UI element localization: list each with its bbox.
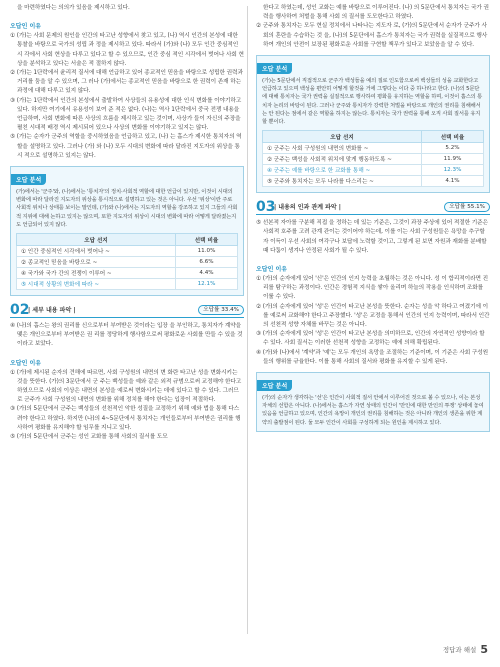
explanation-item: ① (가)는 사회 문제의 원인을 인간의 타고난 성향에서 찾고 있고, (나) 역시 인간의 본성에 대한 통찰을 바탕으로 국가의 성립 과 정을 제시하고 있다. 따라서 (가)와 (나) 모두 인간 중심적인 시 각에서 사회 현상을 다루고 있다고 할 수 있으므로, 인간 중심 적인 시각에서 벗어나 사회 현상을 분석하고 있다는 서술은 적 절하지 않다.: [10, 33, 244, 67]
question-header: [10, 302, 244, 318]
rate-cell: 12.1%: [176, 279, 238, 290]
table-row: [263, 154, 484, 165]
question-number: 03: [256, 198, 276, 215]
rate-cell: 11.0%: [176, 246, 238, 257]
wrong-reason-label: 오답인 이유: [10, 23, 42, 31]
table-row: [263, 143, 484, 154]
left-column: [10, 4, 244, 442]
footer-label: 정답과 해설: [442, 646, 477, 654]
table-row: [263, 176, 484, 187]
explanation-item: ① (가)에 제시된 순자의 견해에 따르면, 사회 구성원의 내면의 변 화란 타고난 성을 변화시키는 것을 뜻한다. (가)의 3문단에서 군 주는 백성들을 예와 같은 외적 규범으로써 교정해야 한다고 하였으므로 사회의 이상은 내면의 본성을 예로써 변화시키는 데에 있다고 할 수 있다. 그러므로 군주가 사회 구성원의 내면의 변화를 위해 정치를 해야 한다는 입장이 적절하다.: [10, 369, 242, 404]
box-title: 오답 분석: [257, 63, 292, 74]
box-body: (가)에서는 '군주'와, (나)에서는 '통치자'의 정치·사회적 역할에 대한 언급이 있지만, 이것이 시대의 변화에 따라 달라진 지도자의 위상을 통시적으로 설명하고 있는 것은 아니다. 우선 '위상'이란 주로 사회적 위치나 상태를 보이는 말인데, (가)와 (나)에서는 지도자의 역할을 강조하고 있지 그들의 사회적 지위에 대해 논하고 있지는 않으며, 또한 지도자의 위상이 시대의 변화에 따라 어떻게 달라졌는지도 언급되어 있지 않다.: [16, 189, 238, 228]
table-row: [17, 268, 238, 279]
box-title: 오답 분석: [257, 380, 292, 391]
choice-rate-table: [16, 233, 238, 290]
right-intro: 한다고 하였는데, 성인 교화는 예를 바탕으로 이루어진다. (나) 의 5문단에서 통치자는 국가 권력을 행사하여 처벌을 통해 사회 의 질서를 도모한다고 하였다.: [263, 5, 489, 21]
wrong-rate-badge: 오답률 33.4%: [198, 305, 244, 315]
question-title: | 내용의 인과 관계 파악 |: [274, 204, 341, 212]
explanation-item: ③ (가)의 순자에게 있어 '성'은 인간이 타고난 본성을 의미하므로, 인간의 자연적인 성향이라 할 수 있다. 사회 질서는 이러한 선천적 성향을 교정하는 예에 의해 확립된다.: [256, 331, 485, 347]
table-row: [17, 246, 238, 257]
explanation-item: ① (가)의 순자에게 있어 '신'은 인간의 인지 능력을 초월하는 것은 아니다. 성 이 합리적이라면 진리를 탐구하는 과정이다. 인간은 경험적 지식을 쌓아 올리며 하늘의 작용을 인식하며 조화를 이룰 수 있다.: [256, 276, 488, 301]
table-header: 선택 비율: [422, 131, 484, 143]
explanation-item: ② (가)의 순자에게 있어 '성'은 인간이 타고난 본성을 뜻한다. 순자는 성을 악 하다고 여겼기에 이를 예로써 교화해야 한다고 주장했다. '성'은 교정을 통해서 인간의 인지 능력이며, 따라서 인간의 선천적 성향 자체를 바꾸는 것은 아니다.: [256, 303, 490, 329]
choice-rate-table: [262, 130, 484, 187]
answer-explanation: ⑤ 선본적 자아를 구분해 직접 을 정하는 데 있는 기준은, 그것이 과장 주상에 있어 적절한 기준은 사회적 호주를 고려 관계 관이는 것이어야 하는데, 이를 이는 사회 구성원들은 욕망을 추구할 자 이득이 우선 사회의 여각구나 보답에 노력할 것이고, 그렇게 된 보면 자원과 재화를 분배할 때 다툼이 생겨나 안정된 사회가 될 수 있다.: [256, 220, 488, 254]
wrong-reason-label: 오답인 이유: [256, 266, 288, 274]
explanation-item: ③ (가)는 1단락에서 인간의 본성에서 출발하여 사상들의 유용성에 대한 인식 변화를 이야기하고 있다. 하지만 여기에서 유용성이 보여 준 적은 없다. (나)는 역사 1단락에서 중국 전쟁 내용을 언급하며, 사회 변화에 따른 사상의 흐름을 제시하고 있는 것이며, 사상가 들이 자신의 주장을 펼친 시대적 배경 역시 제시되어 있으나 사상의 변화를 이야기하고 있지는 않다.: [10, 97, 242, 132]
left-intro: 을 마련하였다는 의의가 있음을 제시하고 있다.: [17, 5, 130, 11]
table-header: 오답 선지: [263, 131, 422, 143]
rate-cell: 11.9%: [422, 154, 484, 165]
table-header: 오답 선지: [17, 234, 176, 246]
choice-cell: ② 군주는 백성을 사회적 위치에 맞게 행동하도록 ~: [263, 154, 422, 165]
rate-cell: 6.6%: [176, 257, 238, 268]
table-header: 선택 비율: [176, 234, 238, 246]
question-title: | 세부 내용 파악 |: [28, 307, 76, 315]
choice-cell: ⑤ 시대적 상황의 변화에 따라 ~: [17, 279, 176, 290]
choice-cell: ④ 국가와 국가 간의 전쟁이 이루어 ~: [17, 268, 176, 279]
choice-cell: ① 군주는 사회 구성원의 내면의 변화를 ~: [263, 143, 422, 154]
table-row: [263, 165, 484, 176]
choice-cell: ⑤ 군주와 통치자는 모두 나라를 다스리는 ~: [263, 176, 422, 187]
answer-explanation: ④ (나)의 홉스는 왕의 권리를 신으로부터 부여받은 것이라는 입장 을 부인하고, 통치자가 계약을 맺은 개인으로부터 부여받은 권 리를 정당하게 행사함으로써 평화로운 사회를 만들 수 있을 것이라고 보았다.: [10, 323, 243, 348]
wrong-answer-analysis-box: [10, 166, 244, 296]
wrong-answer-analysis-box: [256, 372, 490, 432]
rate-cell: 12.3%: [422, 165, 484, 176]
table-row: [17, 257, 238, 268]
page-number: 5: [480, 643, 488, 656]
rate-cell: 4.1%: [422, 176, 484, 187]
right-column: [256, 4, 490, 432]
explanation-item: ④ (가)와 (나)에서 '계약'과 '예'는 모두 개인의 욕망을 조절하는 기준이며, 이 기준은 사회 구성원들의 행위를 규율한다. 이를 통해 사회의 질서와 평화를 유지할 수 있게 된다.: [256, 349, 489, 365]
wrong-rate-badge: 오답률 55.1%: [444, 202, 490, 212]
column-divider: [247, 6, 248, 634]
question-header: [256, 199, 490, 215]
wrong-answer-analysis-box: [256, 55, 490, 193]
rate-cell: 5.2%: [422, 143, 484, 154]
box-body: (가)의 순자가 생각하는 '선'은 인간이 사회적 질서 안에서 이루어진 것으로 볼 수 있으나, 이는 본성 자체의 선함은 아니다. (나)에서는 홉스가 자연 상태의 인간이 '만인에 대한 만인의 투쟁' 상태에 놓여 있음을 언급하고 있으며, 인간의 욕망이 개인의 권리를 침해하는 것은 아니라 개인의 생존을 위한 계약의 출발점이 된다. 둘 모두 인간이 사회를 구성하게 되는 원인을 제시하고 있다.: [262, 395, 484, 426]
explanation-item: ② 군주와 통치자는 모두 현실 정치에서 나타나는 지도자 로, (가)의 5문단에서 순자가 군주가 사회의 혼란을 수습하는 것 을, (나)의 5문단에서 홉스가 통치자는 국가 권력을 실질적으로 행사하여 개인의 안전이 보장된 평화로운 사회를 구현할 책무가 있다고 보았음을 알 수 있다.: [256, 23, 488, 48]
explanation-item: ⑤ (가)의 5문단에서 군주는 성인 교화를 통해 사회의 질서를 도모: [10, 434, 168, 441]
question-number: 02: [10, 301, 30, 318]
wrong-reason-label: 오답인 이유: [10, 359, 42, 367]
choice-cell: ② 종교적인 믿음을 바탕으로 ~: [17, 257, 176, 268]
choice-cell: ④ 군주는 예를 바탕으로 한 교화를 통해 ~: [263, 165, 422, 176]
rate-cell: 4.4%: [176, 268, 238, 279]
explanation-item: ③ (가)의 5문단에서 군주는 백성들의 선천적인 악한 성질을 교정하기 위해 예와 법을 통해 다스려야 한다고 하였다. 하지만 (나)의 4~5문단에서 통치자는 개인들로부터 부여받은 권리를 행사하여 평화를 유지해야 할 임무를 지니고 있다.: [10, 406, 241, 431]
explanation-item: ② (가)는 1단락에서 윤리적 질서에 대해 언급하고 있어 종교적인 믿음을 바탕으로 성립한 권력과 거리를 둠을 알 수 있으며, 그 러나 (가)에서는 종교적인 믿음을 바탕으로 한 권력이 존재 하는 과정에 대해 다루고 있지 않다.: [10, 70, 243, 95]
page-footer: [443, 643, 488, 656]
choice-cell: ① 인간 중심적인 시각에서 벗어나 ~: [17, 246, 176, 257]
explanation-item: ⑤ (가)는 순자가 군주의 역할을 중시하였음을 언급하고 있고, (나) 는 홉스가 제시한 통치자의 역할을 설명하고 있다. 그러나 (가) 와 (나) 모두 시대의 변화에 따라 달라진 지도자의 위상을 통시 적으로 설명하고 있지는 않다.: [10, 134, 242, 159]
table-row: [17, 279, 238, 290]
box-body: (가)는 5문단에서 직접적으로 군주가 백성들을 예의 질로 인도함으로써 백성들의 성을 교화한다고 언급하고 있으며 백성을 편안히 어떻게 할것을 거에 그렇다는 이다 중 하나라고 한다. (나)의 5문단에 대해 통치자는 국가 권력을 실질적으로 행사하여 평화를 유지하는 역할을 하며, 이것이 홉스의 통치자 논리의 바탕이 된다. 그러나 군주와 통치자가 강력한 처벌을 바탕으로 개인의 권리를 침해해서는 안 된다는 점에서 같은 역할을 하지는 않는다. 통치자는 국가 권력을 통해 오직 사회 질서를 유지할 뿐이다.: [262, 78, 483, 126]
box-title: 오답 분석: [11, 174, 46, 185]
